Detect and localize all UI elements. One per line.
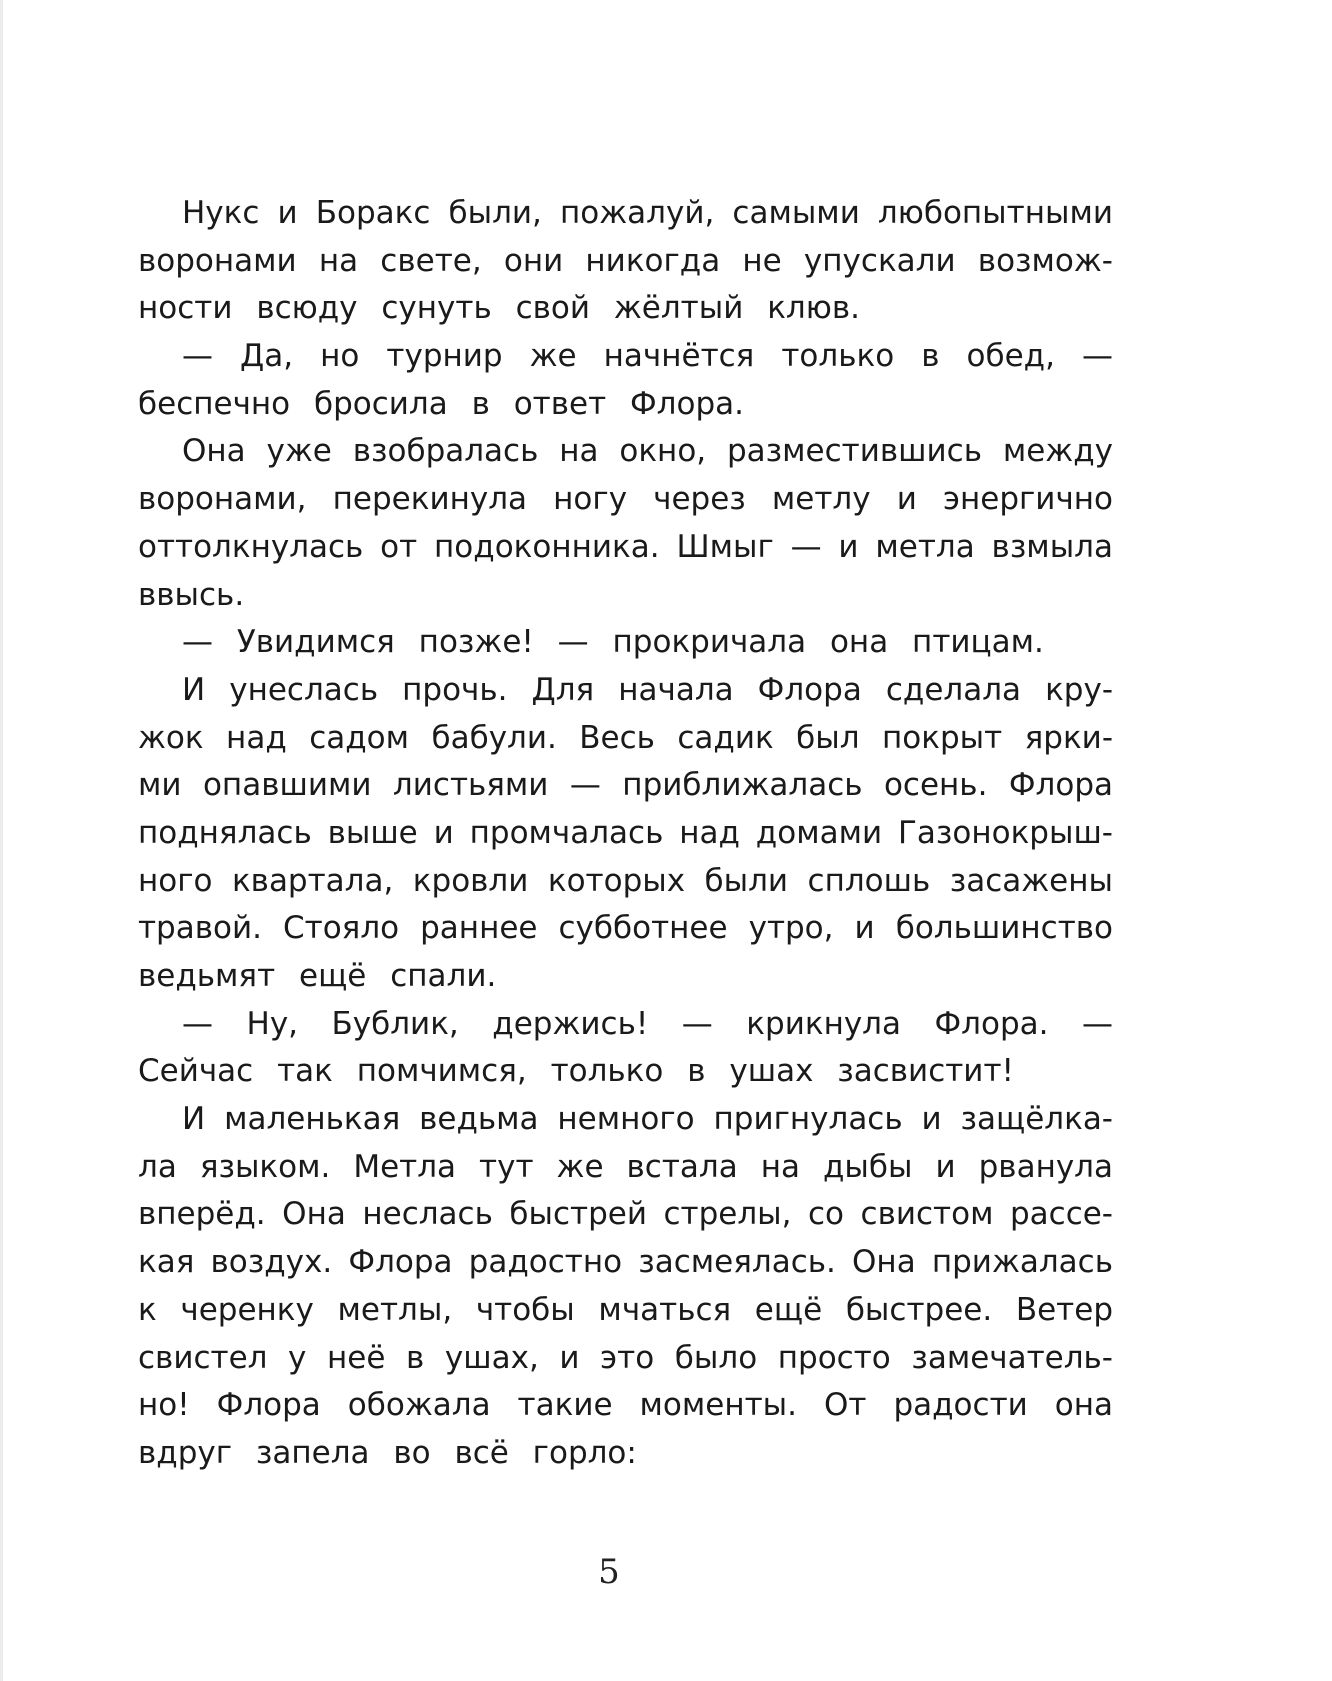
text-line: беспечно бросила в ответ Флора. [138, 385, 744, 422]
text-line: И унеслась прочь. Для начала Флора сделала кру- [182, 671, 1113, 708]
page-number: 5 [598, 1552, 620, 1592]
text-line: воронами на свете, они никогда не упускали возмож- [138, 242, 1113, 279]
text-line: воронами, перекинула ногу через метлу и энергично [138, 481, 1113, 518]
text-line: Она уже взобралась на окно, разместившись между [182, 433, 1113, 470]
text-line: Сейчас так помчимся, только в ушах засвистит! [138, 1053, 1014, 1090]
text-line: ла языком. Метла тут же встала на дыбы и рванула [138, 1148, 1113, 1185]
text-line: ми опавшими листьями — приближалась осень. Флора [138, 767, 1113, 804]
text-line: — Увидимся позже! — прокричала она птицам. [182, 624, 1044, 661]
text-line: — Ну, Бублик, держись! — крикнула Флора. — [182, 1005, 1113, 1042]
text-line: но! Флора обожала такие моменты. От радости она [138, 1387, 1113, 1424]
text-line: Нукс и Боракс были, пожалуй, самыми любопытными [182, 195, 1113, 231]
text-line: к черенку метлы, чтобы мчаться ещё быстрее. Ветер [138, 1291, 1113, 1328]
text-line: жок над садом бабули. Весь садик был покрыт ярки- [138, 719, 1113, 756]
text-line: И маленькая ведьма немного пригнулась и защёлка- [182, 1101, 1113, 1138]
body-text [138, 190, 1113, 1478]
text-line: вперёд. Она неслась быстрей стрелы, со свистом рассе- [138, 1196, 1113, 1233]
page-edge [0, 0, 3, 1681]
text-line: травой. Стояло раннее субботнее утро, и большинство [138, 910, 1113, 947]
text-line: ности всюду сунуть свой жёлтый клюв. [138, 290, 860, 327]
text-line: кая воздух. Флора радостно засмеялась. Она прижалась [138, 1244, 1113, 1281]
text-line: поднялась выше и промчалась над домами Газонокрыш- [138, 814, 1113, 851]
text-line: вдруг запела во всё горло: [138, 1434, 637, 1471]
text-line: ведьмят ещё спали. [138, 958, 497, 994]
text-line: свистел у неё в ушах, и это было просто замечатель- [138, 1339, 1113, 1376]
text-line: — Да, но турнир же начнётся только в обед, — [182, 338, 1113, 375]
text-line: оттолкнулась от подоконника. Шмыг — и метла взмыла [138, 528, 1113, 565]
text-line: ного квартала, кровли которых были сплошь засажены [138, 862, 1113, 899]
text-line: ввысь. [138, 576, 245, 613]
